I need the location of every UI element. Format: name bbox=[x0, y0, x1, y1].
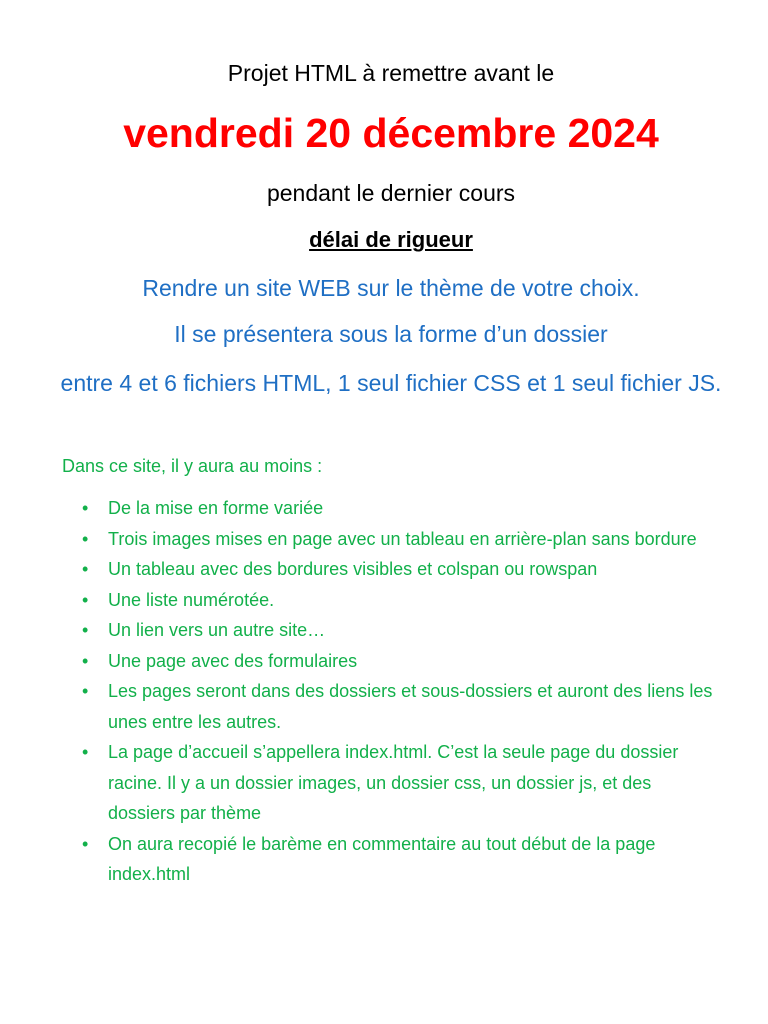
requirements-list bbox=[66, 493, 716, 890]
bullet-icon: • bbox=[82, 833, 89, 854]
list-item bbox=[66, 676, 716, 737]
bullet-icon: • bbox=[82, 498, 89, 518]
bullet-icon: • bbox=[82, 650, 89, 671]
bullet-icon: • bbox=[82, 620, 89, 640]
list-item-text: Un lien vers un autre site… bbox=[108, 620, 326, 640]
list-item-text: Les pages seront dans des dossiers et sous-dossiers et auront des liens les unes entre les autres. bbox=[108, 681, 713, 732]
instruction-line: Rendre un site WEB sur le thème de votre choix. bbox=[142, 275, 640, 301]
instruction-line: Il se présentera sous la forme d’un dossier bbox=[174, 321, 608, 347]
list-item bbox=[66, 585, 716, 616]
intro-text: Projet HTML à remettre avant le bbox=[227, 60, 555, 86]
bullet-icon: • bbox=[82, 681, 89, 701]
strict-deadline-note: délai de rigueur bbox=[309, 227, 473, 252]
list-item bbox=[66, 829, 716, 890]
list-item bbox=[66, 554, 716, 585]
deadline-date: vendredi 20 décembre 2024 bbox=[123, 110, 659, 156]
list-item bbox=[66, 493, 716, 524]
list-item bbox=[66, 737, 716, 829]
bullet-icon: • bbox=[82, 559, 89, 579]
list-item-text: La page d’accueil s’appellera index.html. C’est la seule page du dossier racine. Il y a un dossier images, un dossier css, un dossier js, et des dossiers par thème bbox=[108, 742, 679, 823]
list-item-text: Une liste numérotée. bbox=[108, 589, 275, 610]
list-item-text: Trois images mises en page avec un tableau en arrière-plan sans bordure bbox=[108, 528, 697, 549]
list-item-text: De la mise en forme variée bbox=[108, 498, 324, 518]
list-item bbox=[66, 646, 716, 677]
bullet-icon: • bbox=[82, 742, 89, 762]
bullet-icon: • bbox=[82, 528, 89, 549]
instruction-line: entre 4 et 6 fichiers HTML, 1 seul fichier CSS et 1 seul fichier JS. bbox=[60, 370, 722, 396]
during-text: pendant le dernier cours bbox=[266, 180, 516, 206]
list-item-text: Un tableau avec des bordures visibles et colspan ou rowspan bbox=[108, 559, 598, 579]
list-item-text: Une page avec des formulaires bbox=[108, 650, 358, 671]
bullet-icon: • bbox=[82, 589, 89, 610]
list-intro: Dans ce site, il y aura au moins : bbox=[62, 456, 323, 476]
list-item bbox=[66, 524, 716, 555]
list-item bbox=[66, 615, 716, 646]
list-item-text: On aura recopié le barème en commentaire au tout début de la page index.html bbox=[108, 833, 656, 884]
